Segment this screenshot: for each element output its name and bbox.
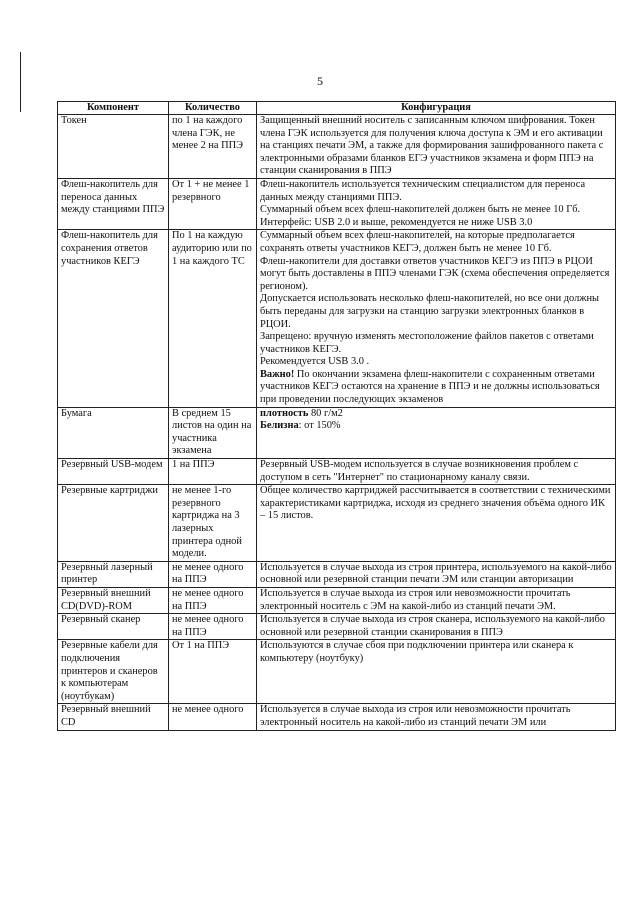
cell-quantity: В среднем 15 листов на один на участника экзамена (169, 407, 257, 458)
cell-quantity: По 1 на каждую аудиторию или по 1 на каждого ТС (169, 230, 257, 407)
table-header-row (58, 102, 616, 115)
config-line: Флеш-накопитель используется техническим специалистом для переноса данных между станциями ППЭ. (260, 178, 586, 203)
table-row (58, 587, 616, 613)
important-label: Важно! (260, 368, 295, 380)
cell-quantity: не менее одного на ППЭ (169, 587, 257, 613)
important-text: По окончании экзамена флеш-накопители с сохраненным ответами участников КЕГЭ остаются на хранение в ППЭ и не должны использоваться при проведении последующих экзаменов (260, 368, 600, 406)
config-line: Суммарный объем всех флеш-накопителей должен быть не менее 10 Гб. (260, 204, 581, 216)
whiteness-label: Белизна (260, 420, 299, 432)
cell-quantity: 1 на ППЭ (169, 459, 257, 485)
config-line: Используются в случае сбоя при подключении принтера или сканера к компьютеру (ноутбуку) (260, 640, 574, 664)
density-label: плотность (260, 407, 309, 419)
table-row (58, 407, 616, 458)
cell-component: Резервный USB-модем (58, 459, 169, 485)
cell-component: Резервный внешний CD(DVD)-ROM (58, 587, 169, 613)
cell-quantity: От 1 на ППЭ (169, 640, 257, 704)
table-row (58, 230, 616, 407)
cell-component: Флеш-накопитель для переноса данных между станциями ППЭ (58, 178, 169, 229)
table-row (58, 561, 616, 587)
cell-configuration (257, 115, 616, 179)
table-row (58, 459, 616, 485)
cell-component: Резервный внешний CD (58, 704, 169, 730)
cell-component: Токен (58, 115, 169, 179)
config-line: Суммарный объем всех флеш-накопителей, на которые предполагается сохранять ответы участников КЕГЭ, должен быть не менее 10 Гб. (260, 230, 575, 254)
config-line: Защищенный внешний носитель с записанным ключом шифрования. Токен члена ГЭК используется для получения ключа доступа к ЭМ и его активации на станциях печати ЭМ, а также для формирования зашифрованного пакета с электронными образами бланков ЕГЭ участников экзамена и форм ППЭ на станции сканирования в ППЭ (260, 115, 604, 177)
config-line: Допускается использовать несколько флеш-накопителей, но все они должны быть переданы для загрузки на станцию загрузки электронных бланков в РЦОИ. (260, 293, 599, 330)
cell-component: Резервный лазерный принтер (58, 561, 169, 587)
cell-quantity: по 1 на каждого члена ГЭК, не менее 2 на ППЭ (169, 115, 257, 179)
cell-configuration (257, 459, 616, 485)
cell-configuration (257, 614, 616, 640)
cell-quantity: не менее 1-го резервного картриджа на 3 лазерных принтера одной модели. (169, 485, 257, 562)
config-line: Интерфейс: USB 2.0 и выше, рекомендуется не ниже USB 3.0 (260, 216, 533, 228)
config-line: Используется в случае выхода из строя или невозможности прочитать электронный носитель на какой-либо из станций печати ЭМ или (260, 704, 571, 728)
config-line: Резервный USB-модем используется в случае возникновения проблем с доступом в сеть "Интернет" по стационарному каналу связи. (260, 459, 579, 483)
cell-component: Резервные кабели для подключения принтеров и сканеров к компьютерам (ноутбукам) (58, 640, 169, 704)
cell-configuration (257, 640, 616, 704)
table-row (58, 115, 616, 179)
important-note (260, 369, 612, 407)
config-line: Используется в случае выхода из строя сканера, используемого на какой-либо основной или резервной станции сканирования в ППЭ (260, 614, 605, 638)
cell-quantity: не менее одного на ППЭ (169, 561, 257, 587)
cell-component: Бумага (58, 407, 169, 458)
table-row (58, 485, 616, 562)
cell-configuration (257, 587, 616, 613)
table-row (58, 640, 616, 704)
cell-component: Резервные картриджи (58, 485, 169, 562)
cell-component: Резервный сканер (58, 614, 169, 640)
table-row (58, 704, 616, 730)
table-row (58, 178, 616, 229)
header-configuration: Конфигурация (257, 102, 616, 115)
cell-quantity: не менее одного на ППЭ (169, 614, 257, 640)
density-value: 80 г/м2 (308, 407, 343, 419)
header-component: Компонент (58, 102, 169, 115)
whiteness-value: : от 150% (298, 420, 341, 432)
equipment-table (57, 101, 616, 731)
config-line: Флеш-накопители для доставки ответов участников КЕГЭ из ППЭ в РЦОИ могут быть доставлены в ППЭ членами ГЭК (схема обеспечения определяется регионом). (260, 255, 610, 292)
cell-configuration (257, 178, 616, 229)
config-line: Используется в случае выхода из строя принтера, используемого на какой-либо основной или резервной станции печати ЭМ или станции авторизации (260, 561, 612, 586)
density-line (260, 408, 612, 421)
cell-quantity: От 1 + не менее 1 резервного (169, 178, 257, 229)
whiteness-line (260, 420, 612, 433)
cell-component: Флеш-накопитель для сохранения ответов участников КЕГЭ (58, 230, 169, 407)
config-line: Запрещено: вручную изменять местоположение файлов пакетов с ответами участников КЕГЭ. (260, 331, 594, 355)
cell-configuration (257, 407, 616, 458)
cell-configuration (257, 485, 616, 562)
config-line: Используется в случае выхода из строя или невозможности прочитать электронный носитель с ЭМ на какой-либо из станций печати ЭМ. (260, 587, 571, 612)
table-row (58, 614, 616, 640)
cell-quantity: не менее одного (169, 704, 257, 730)
config-line: Рекомендуется USB 3.0 . (260, 356, 370, 368)
cell-configuration (257, 230, 616, 407)
config-line: Общее количество картриджей рассчитывается в соответствии с техническими характеристиками картриджа, исходя из среднего значения объёма одного ИК – 15 листов. (260, 485, 611, 522)
page-number: 5 (317, 74, 323, 88)
cell-configuration (257, 704, 616, 730)
header-quantity: Количество (169, 102, 257, 115)
cell-configuration (257, 561, 616, 587)
